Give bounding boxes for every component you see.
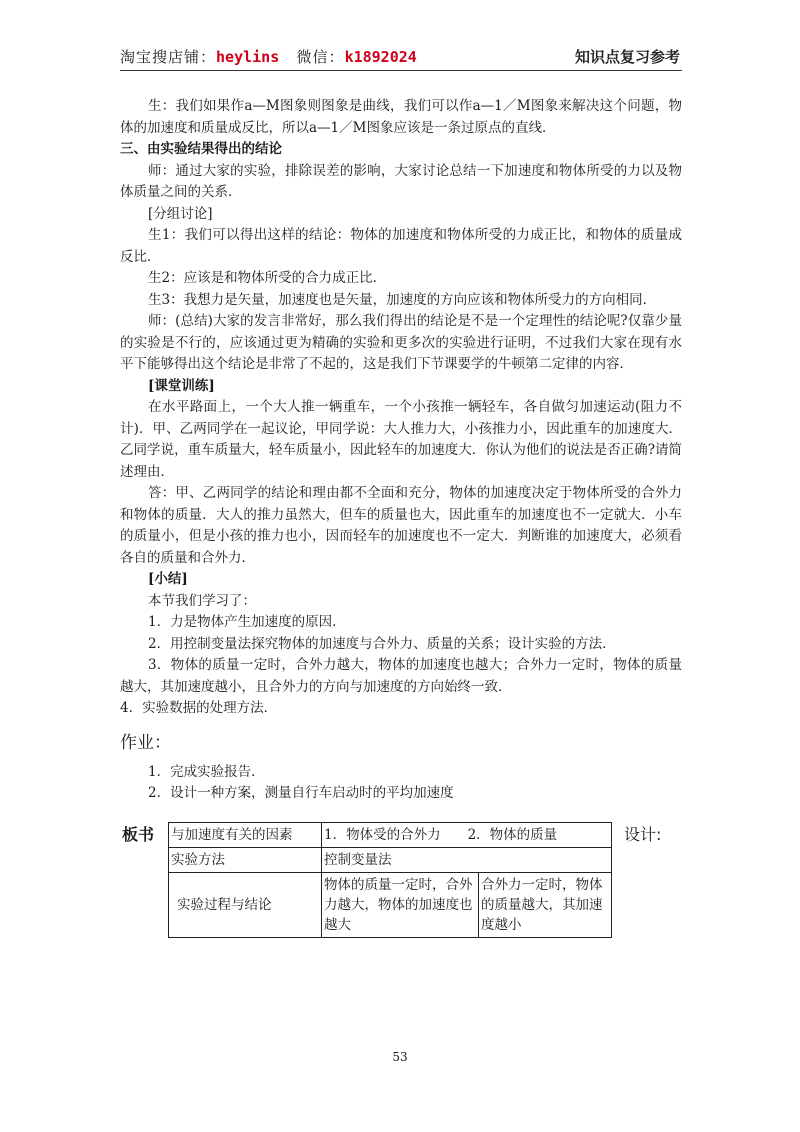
class-training-label: [课堂训练] xyxy=(148,377,215,394)
board-label: 板书 xyxy=(122,825,155,844)
design-label: 设计: xyxy=(624,825,662,844)
shop-name: heylins xyxy=(216,48,280,66)
homework-item: 1．完成实验报告． xyxy=(148,763,265,780)
summary-label: [小结] xyxy=(148,571,188,587)
training-answer: 答：甲、乙两同学的结论和理由都不全面和充分，物体的加速度决定于物体所受的合外力和物体的质量．大人的推力虽然大，但车的质量也大，因此重车的加速度也不一定就大．小车的质量小，但是小孩的推力也小，因而轻车的加速度也不一定大．判断谁的加速度大，必须看各自的质量和合外力． xyxy=(120,485,682,566)
header-title: 知识点复习参考 xyxy=(574,48,680,66)
summary-item: 2．用控制变量法探究物体的加速度与合外力、质量的关系；设计实验的方法． xyxy=(148,635,616,652)
document-body xyxy=(120,96,682,805)
blackboard-design xyxy=(120,822,682,942)
shop-info xyxy=(120,46,417,67)
wechat-id: k1892024 xyxy=(344,48,417,66)
summary-item: 1．力是物体产生加速度的原因． xyxy=(148,614,346,630)
table-cell: 合外力一定时，物体的质量越大，其加速度越小 xyxy=(479,873,612,938)
table-cell: 与加速度有关的因素 xyxy=(169,823,322,848)
teacher-summary-paragraph: 师：(总结)大家的发言非常好，那么我们得出的结论是不是一个定理性的结论呢?仅靠少量的实验是不行的，应该通过更为精确的实验和更多次的实验进行证明，不过我们大家在现有水平下能够得出这个结论是非常了不起的，这是我们下节课要学的牛顿第二定律的内容． xyxy=(120,313,682,372)
page-number: 53 xyxy=(392,1050,408,1064)
homework-item: 2．设计一种方案，测量自行车启动时的平均加速度 xyxy=(148,785,454,801)
student-paragraph: 生：我们如果作a—M图象则图象是曲线，我们可以作a—1／M图象来解决这个问题，物体的加速度和质量成反比，所以a—1／M图象应该是一条过原点的直线． xyxy=(120,98,682,136)
learned-intro: 本节我们学习了： xyxy=(148,592,256,609)
table-cell: 实验过程与结论 xyxy=(169,873,322,938)
section-heading: 三、由实验结果得出的结论 xyxy=(120,141,282,157)
table-row xyxy=(169,823,612,848)
page-header xyxy=(120,44,682,71)
table-cell: 控制变量法 xyxy=(322,848,612,873)
table-cell: 1．物体受的合外力 2．物体的质量 xyxy=(322,823,612,848)
training-question: 在水平路面上，一个大人推一辆重车，一个小孩推一辆轻车，各自做匀加速运动(阻力不计)．甲、乙两同学在一起议论，甲同学说：大人推力大，小孩推力小，因此重车的加速度大．乙同学说，重车质量大，轻车质量小，因此轻车的加速度大．你认为他们的说法是否正确?请简述理由． xyxy=(120,399,682,480)
table-row xyxy=(169,848,612,873)
table-row xyxy=(169,873,612,938)
summary-item: 4．实验数据的处理方法． xyxy=(120,700,278,716)
board-table xyxy=(168,822,612,938)
group-discussion-label: [分组讨论] xyxy=(148,205,213,222)
student2-paragraph: 生2：应该是和物体所受的合力成正比． xyxy=(148,270,387,286)
student1-paragraph: 生1：我们可以得出这样的结论：物体的加速度和物体所受的力成正比，和物体的质量成反比． xyxy=(120,227,682,265)
wechat-label: 微信： xyxy=(296,48,345,66)
teacher-paragraph: 师：通过大家的实验，排除误差的影响，大家讨论总结一下加速度和物体所受的力以及物体质量之间的关系． xyxy=(120,162,682,200)
homework-heading: 作业： xyxy=(120,732,171,753)
summary-item: 3．物体的质量一定时，合外力越大，物体的加速度也越大；合外力一定时，物体的质量越大，其加速度越小，且合外力的方向与加速度的方向始终一致． xyxy=(120,657,682,695)
table-cell: 物体的质量一定时，合外力越大，物体的加速度也越大 xyxy=(322,873,479,938)
shop-label: 淘宝搜店铺： xyxy=(120,48,217,66)
table-cell: 实验方法 xyxy=(169,848,322,873)
student3-paragraph: 生3：我想力是矢量，加速度也是矢量，加速度的方向应该和物体所受力的方向相同． xyxy=(148,291,657,308)
